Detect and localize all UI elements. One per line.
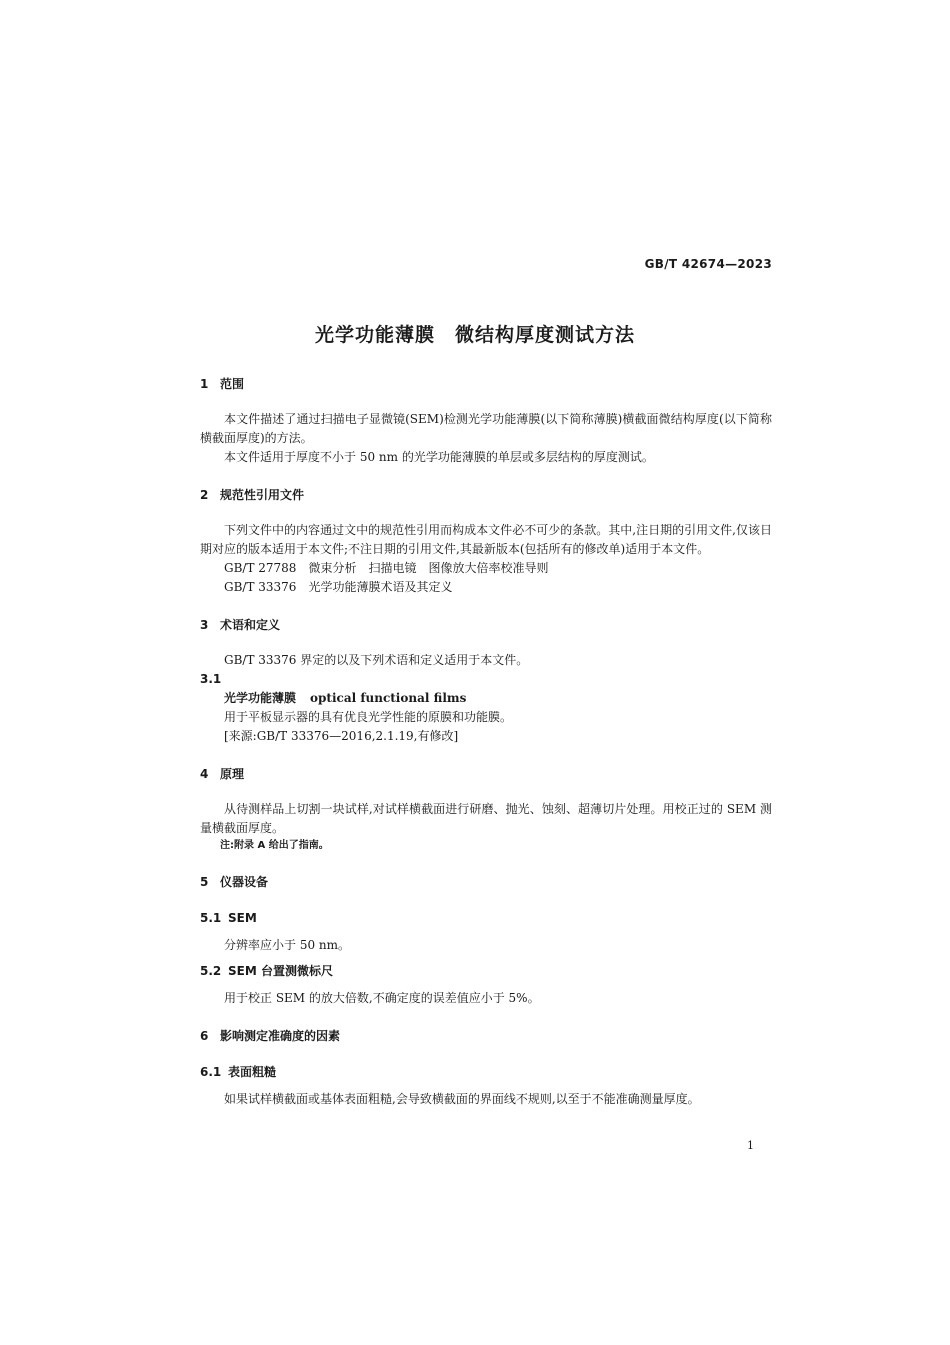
document-body: [200, 374, 772, 1109]
subsection-title: 表面粗糙: [228, 1065, 277, 1079]
reference-item: GB/T 27788 微束分析 扫描电镜 图像放大倍率校准导则: [224, 561, 549, 575]
section-title: 原理: [220, 767, 245, 781]
principle-paragraph: 从待测样品上切割一块试样,对试样横截面进行研磨、抛光、蚀刻、超薄切片处理。用校正过的 SEM 测量横截面厚度。: [200, 802, 772, 835]
section-5-heading: [200, 872, 772, 892]
term-english: optical functional films: [310, 691, 467, 705]
document-code: GB/T 42674—2023: [644, 257, 772, 271]
term-source: [来源:GB/T 33376—2016,2.1.19,有修改]: [224, 729, 459, 743]
scope-paragraph-1: 本文件描述了通过扫描电子显微镜(SEM)检测光学功能薄膜(以下简称薄膜)横截面微结构厚度(以下简称横截面厚度)的方法。: [200, 412, 772, 445]
section-6-heading: [200, 1026, 772, 1046]
scope-paragraph-2: 本文件适用于厚度不小于 50 nm 的光学功能薄膜的单层或多层结构的厚度测试。: [224, 450, 654, 464]
section-1-heading: [200, 374, 772, 394]
section-title: 规范性引用文件: [220, 488, 305, 502]
term-number: 3.1: [200, 672, 222, 686]
subsection-5-2-heading: [200, 961, 772, 981]
section-number: 3: [200, 618, 209, 632]
subsection-6-1-heading: [200, 1062, 772, 1082]
section-title: 仪器设备: [220, 875, 269, 889]
surface-roughness-text: 如果试样横截面或基体表面粗糙,会导致横截面的界面线不规则,以至于不能准确测量厚度。: [224, 1092, 700, 1106]
subsection-title: SEM 台置测微标尺: [228, 964, 333, 978]
section-number: 4: [200, 767, 209, 781]
page-number: 1: [747, 1139, 754, 1152]
subsection-title: SEM: [228, 911, 257, 925]
normative-references-paragraph: 下列文件中的内容通过文中的规范性引用而构成本文件必不可少的条款。其中,注日期的引用文件,仅该日期对应的版本适用于本文件;不注日期的引用文件,其最新版本(包括所有的修改单)适用于本文件。: [200, 523, 772, 556]
subsection-number: 6.1: [200, 1065, 222, 1079]
section-number: 1: [200, 377, 209, 391]
section-number: 2: [200, 488, 209, 502]
section-4-heading: [200, 764, 772, 784]
subsection-number: 5.2: [200, 964, 222, 978]
term-chinese: 光学功能薄膜: [224, 691, 297, 705]
note-text: 注:附录 A 给出了指南。: [220, 840, 329, 851]
subsection-number: 5.1: [200, 911, 222, 925]
section-number: 5: [200, 875, 209, 889]
micrometer-requirement-text: 用于校正 SEM 的放大倍数,不确定度的误差值应小于 5%。: [224, 991, 540, 1005]
terms-intro-paragraph: GB/T 33376 界定的以及下列术语和定义适用于本文件。: [224, 653, 529, 667]
sem-requirement-text: 分辨率应小于 50 nm。: [224, 938, 351, 952]
term-entry: [200, 689, 772, 708]
term-definition: 用于平板显示器的具有优良光学性能的原膜和功能膜。: [224, 710, 513, 724]
reference-item: GB/T 33376 光学功能薄膜术语及其定义: [224, 580, 453, 594]
section-3-heading: [200, 615, 772, 635]
section-title: 术语和定义: [220, 618, 281, 632]
document-title: 光学功能薄膜 微结构厚度测试方法: [314, 324, 635, 346]
section-title: 影响测定准确度的因素: [220, 1029, 341, 1043]
section-number: 6: [200, 1029, 209, 1043]
subsection-5-1-heading: [200, 908, 772, 928]
section-title: 范围: [220, 377, 245, 391]
section-2-heading: [200, 485, 772, 505]
